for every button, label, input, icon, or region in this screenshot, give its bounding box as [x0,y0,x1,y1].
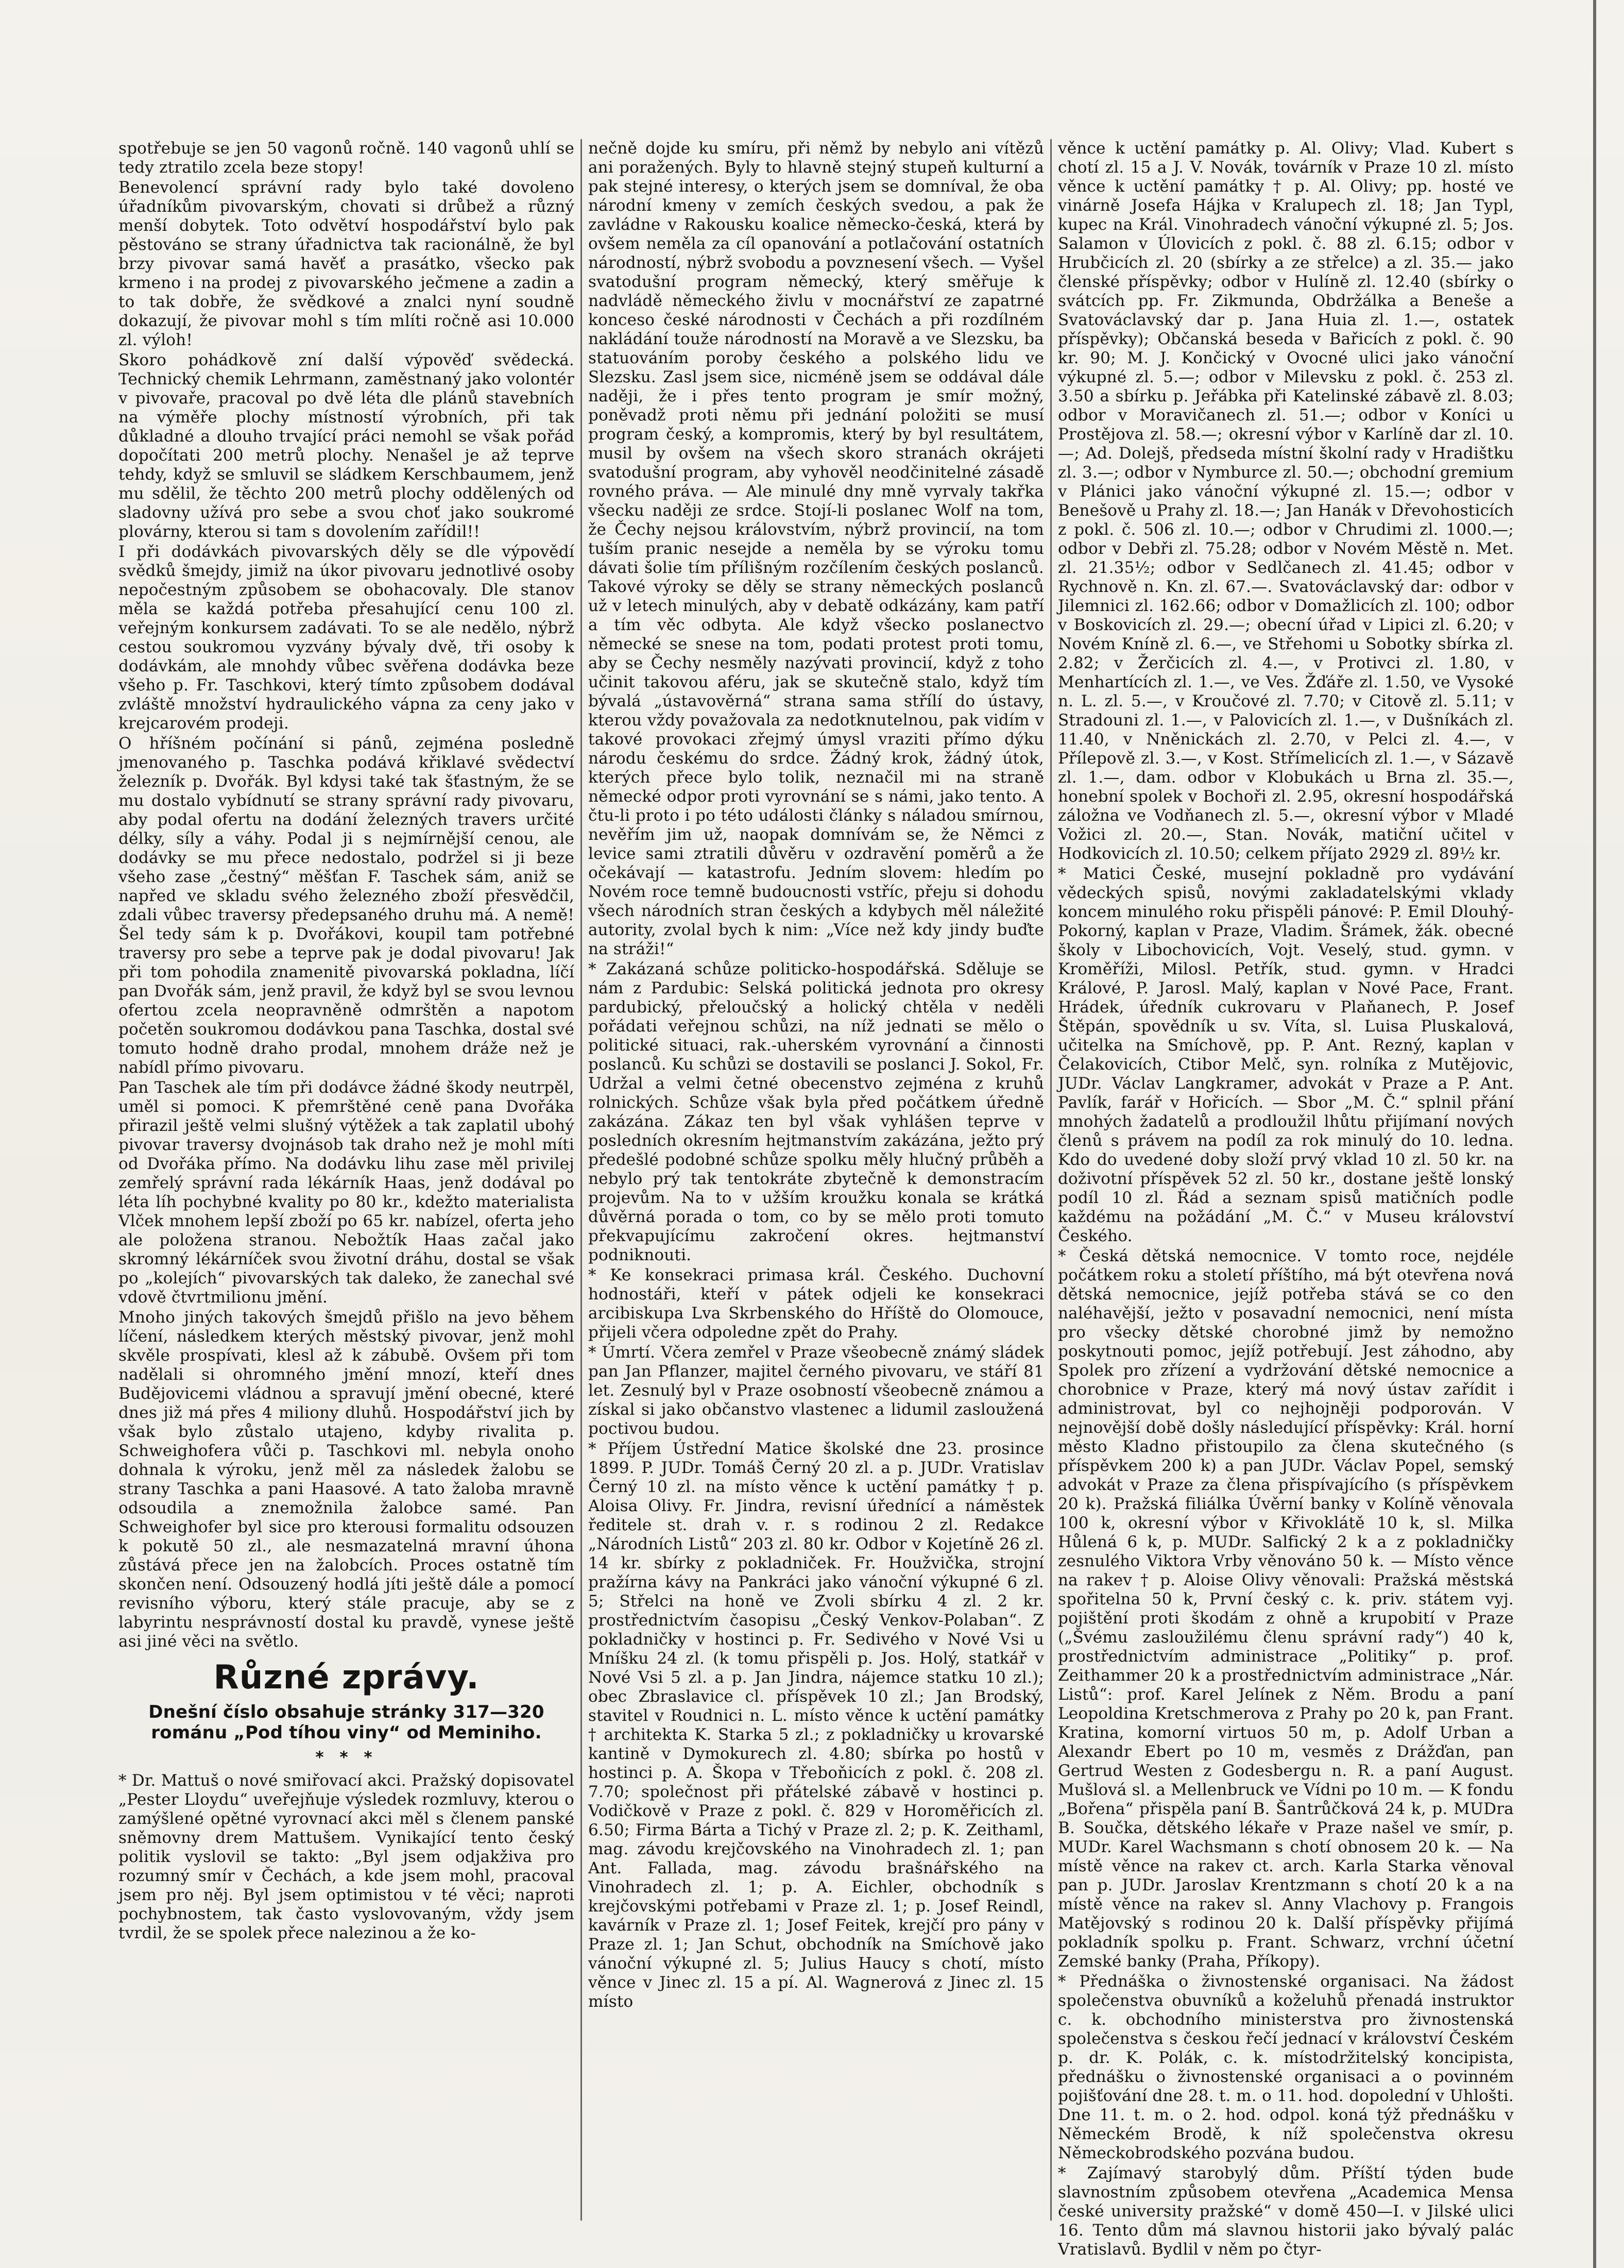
column-middle-paragraph-4: * Úmrtí. Včera zemřel v Praze všeobecně známý sládek pan Jan Pflanzer, majitel černého pivovaru, ve stáří 81 let. Zesnulý byl v Praze osobností všeobecně známou a získal si jako občanstvo vlastenec a lidumil zasloužená poctivou budou. [588,1343,1044,1438]
column-left-paragraph-6: Pan Taschek ale tím při dodávce žádné škody neutrpěl, uměl si pomoci. K přemrštěné ceně pana Dvořáka přirazil ještě velmi slušný výtěžek a tak zaplatil ubohý pivovar traversy dvojnásob tak draho než je mohl míti od Dvořáka přímo. Na dodávku lihu zase měl privilej zemřelý správní rada lékárník Haas, jenž dodával po léta líh pochybné kvality po 80 kr., kdežto materialista Vlček mnohem lepší zboží po 65 kr. nabízel, oferta jeho ale položena stranou. Nebožtík Haas začal jako skromný lékárníček svou životní dráhu, dostal se však po „kolejích“ pivovarských tak daleko, že zanechal své vdově čtvrtmilionu jmění. [118,1078,574,1307]
column-right-paragraph-2: * Matici České, musejní pokladně pro vydávání vědeckých spisů, novými zakladatelskými vklady koncem minulého roku přispěli pánové: P. Emil Dlouhý-Pokorný, kaplan v Praze, Vladim. Šrámek, žák. obecné školy v Libochovicích, Vojt. Veselý, stud. gymn. v Kroměříži, Milosl. Petřík, stud. gymn. v Hradci Králové, P. Jarosl. Malý, kaplan v Nové Pace, Frant. Hrádek, úředník cukrovaru v Plaňanech, P. Josef Štěpán, spovědník u sv. Víta, sl. Luisa Pluskalová, učitelka na Smíchově, pp. P. Ant. Rezný, kaplan v Čelakovicích, Ctibor Melč, syn. rolníka z Mutějovic, JUDr. Václav Langkramer, advokát v Praze a P. Ant. Pavlík, farář v Hořicích. — Sbor „M. Č.“ splnil přání mnohých žadatelů a prodloužil lhůtu přijímaní nových členů s právem na podíl za rok minulý do 10. ledna. Kdo do uvedené doby složí prvý vklad 10 zl. 50 kr. na doživotní příspěvek 52 zl. 50 kr., dostane ještě lonský podíl 10 zl. Řád a seznam spisů matičních podle každému na požádání „M. Č.“ v Museu království Českého. [1058,865,1514,1245]
column-right-paragraph-3: * Česká dětská nemocnice. V tomto roce, nejdéle počátkem roku a století příštího, má být otevřena nová dětská nemocnice, jejíž potřeba stává se co den naléhavější, ježto v posavadní nemocnici, není místa pro všecky dětské chorobné jimž by nemožno poskytnouti pomoc, jejíž potřebují. Jest záhodno, aby Spolek pro zřízení a vydržování dětské nemocnice a chorobnice v Praze, který má nový ústav zařídit i administrovat, byl co nejhojněji podporován. V nejnovější době došly následující příspěvky: Král. horní město Kladno přistoupilo za člena skutečného (s příspěvkem 200 k) a pan JUDr. Václav Popel, semský advokát v Praze za člena přispívajícího (s příspěvkem 20 k). Pražská filiálka Úvěrní banky v Kolíně věnovala 100 k, okresní výbor v Křivoklátě 10 k, sl. Milka Hůlená 6 k, p. MUDr. Salfický 2 k a z pokladničky zesnulého Viktora Vrby věnováno 50 k. — Místo věnce na rakev † p. Aloise Olivy věnovali: Pražská městská spořitelna 50 k, První český c. k. priv. státem vyj. pojištění proti škodám z ohně a krupobití v Praze („Švému zasloužilému členu správní rady“) 40 k, prostřednictvím administrace „Politiky“ p. prof. Zeithammer 20 k a prostřednictvím administrace „Nár. Listů“: prof. Karel Jelínek z Něm. Brodu a paní Leopoldina Kretschmerova z Prahy po 20 k, pan Frant. Kratina, komorní virtuos 50 m, p. Adolf Urban a Alexandr Ebert po 10 m, vesměs z Drážďan, pan Gertrud Westen z Godesbergu n. R. a paní August. Mušlová sl. a Mellenbruck ve Vídni po 10 m. — K fondu „Bořena“ přispěla paní B. Šantrůčková 24 k, p. MUDra B. Součka, dětského lékaře v Praze našel ve smír, p. MUDr. Karel Wachsmann s chotí obnosem 20 k. — Na místě věnce na rakev ct. arch. Karla Starka věnoval pan p. JUDr. Jaroslav Krentzmann s chotí 20 k a na místě věnce na rakev sl. Anny Vlachovy p. Frangois Matějovský s rodinou 20 k. Další příspěvky přijímá pokladník spolku p. Frant. Schwarz, vrchní účetní Zemské banky (Praha, Příkopy). [1058,1247,1514,1971]
separator-bullets: * * * [315,1748,378,1767]
page-edge-line [1593,0,1596,2268]
column-rule [1050,139,1052,2221]
column-middle [588,139,1044,2221]
notice: Dnešní číslo obsahuje stránky 317—320 románu „Pod tíhou viny“ od Meminiho. [148,1702,544,1743]
column-right-paragraph-1: věnce k uctění památky p. Al. Olivy; Vlad. Kubert s chotí zl. 15 a J. V. Novák, továrník v Praze 10 zl. místo věnce k uctění památky † p. Al. Olivy; pp. hosté ve vinárně Josefa Hájka v Kralupech zl. 18; Jan Typl, kupec na Král. Vinohradech vánoční výkupné zl. 5; Jos. Salamon v Úlovicích z pokl. č. 88 zl. 6.15; odbor v Hrubčicích zl. 20 (sbírky a ze střelce) a zl. 35.— jako členské příspěvky; odbor v Hulíně zl. 12.40 (sbírky o svátcích pp. Fr. Zikmunda, Obdržálka a Beneše a Svatováclavský dar p. Jana Huia zl. 1.—, ostatek příspěvky); Občanská beseda v Bařicích z pokl. č. 90 kr. 90; M. J. Končický v Ovocné ulici jako vánoční výkupné zl. 5.—; odbor v Milevsku z pokl. č. 253 zl. 3.50 a sbírku p. Jeřábka při Katelinské zábavě zl. 8.03; odbor v Moravičanech zl. 51.—; odbor v Koníci u Prostějova zl. 58.—; okresní výbor v Karlíně dar zl. 10.—; Ad. Dolejš, předseda místní školní rady v Hradištku zl. 3.—; odbor v Nymburce zl. 50.—; obchodní gremium v Plánici jako vánoční výkupné zl. 15.—; odbor v Benešově u Prahy zl. 18.—; Jan Hanák v Dřevohosticích z pokl. č. 506 zl. 10.—; odbor v Chrudimi zl. 1000.—; odbor v Debři zl. 75.28; odbor v Novém Městě n. Met. zl. 21.35½; odbor v Sedlčanech zl. 41.45; odbor v Rychnově n. Kn. zl. 67.—. Svatováclavský dar: odbor v Jilemnici zl. 162.66; odbor v Domažlicích zl. 100; odbor v Boskovicích zl. 29.—; obecní úřad v Lipici zl. 6.20; v Novém Kníně zl. 6.—, ve Střehomi u Sobotky sbírka zl. 2.82; v Žerčicích zl. 4.—, v Protivci zl. 1.80, v Menhartících zl. 1.—, ve Ves. Žďáře zl. 1.50, ve Vysoké n. L. zl. 5.—, v Kroučové zl. 7.70; v Citově zl. 5.11; v Stradouni zl. 1.—, v Palovicích zl. 1.—, v Dušníkách zl. 11.40, v Nněnickách zl. 2.70, v Pelci zl. 4.—, v Přílepově zl. 3.—, v Kost. Střímelicích zl. 1.—, v Sázavě zl. 1.—, dam. odbor v Klobukách u Brna zl. 35.—, honební spolek v Bochoři zl. 2.95, okresní hospodářská záložna ve Vodňanech zl. 5.—, okresní výbor v Mladé Vožici zl. 20.—, Stan. Novák, matiční učitel v Hodkovicích zl. 10.50; celkem příjato 2929 zl. 89½ kr. [1058,139,1514,863]
column-middle-paragraph-2: * Zakázaná schůze politicko-hospodářská. Sděluje se nám z Pardubic: Selská politická jednota pro okresy pardubický, přeloučský a holický chtěla v neděli pořádati veřejnou schůzi, na níž jednati se mělo o politické situaci, rak.-uherském vyrovnání a činnosti poslanců. Ku schůzi se dostavili se poslanci J. Sokol, Fr. Udržal a velmi četné obecenstvo zejména z kruhů rolnických. Schůze však byla před počátkem úředně zakázána. Zákaz ten byl však vyhlášen teprve v posledních okresním hejtmanstvím zakázána, ježto prý předešlé podobné schůze spolku měly hlučný průběh a nebylo prý tak tentokráte zbytečně k demonstracím projevům. Na to v užším kroužku konala se krátká důvěrná porada o tom, co by se mělo proti tomuto překvapujícímu zakročení okres. hejtmanství podniknouti. [588,960,1044,1264]
column-right-paragraph-4: * Přednáška o živnostenské organisaci. Na žádost společenstva obuvníků a koželuhů přenadá instruktor c. k. obchodního ministerstva pro živnostenská společenstva s českou řečí jednací v království Českém p. dr. K. Polák, c. k. místodržitelský koncipista, přednášku o živnostenské organisaci a o povinném pojišťování dne 28. t. m. o 11. hod. dopolední v Uhlošti. Dne 11. t. m. o 2. hod. odpol. koná týž přednášku v Německém Brodě, k níž společenstva okresu Německobrodského pozvána budou. [1058,1972,1514,2162]
column-left-paragraph-3: Skoro pohádkově zní další výpověď svědecká. Technický chemik Lehrmann, zaměstnaný jako volontér v pivovaře, pracoval po dvě léta dle plánů stavebních na výměře plochy místností výrobních, při tak důkladné a dlouho trvající práci nemohl se však pořád dopočítati 200 metrů plochy. Nenašel je až teprve tehdy, když se smluvil se sládkem Kerschbaumem, jenž mu sdělil, že těchto 200 metrů plochy oddělených od sladovny užívá pro sebe a svou choť jako soukromé plovárny, kterou si tam s dovolením zařídil!! [118,351,574,541]
column-left [118,139,574,2221]
column-middle-paragraph-3: * Ke konsekraci primasa král. Českého. Duchovní hodnostáři, kteří v pátek odjeli ke konsekraci arcibiskupa Lva Skrbenského do Hříště do Olomouce, přijeli včera odpoledne zpět do Prahy. [588,1266,1044,1342]
section-title: Různé zprávy. [213,1658,480,1697]
column-middle-paragraph-5: * Příjem Ústřední Matice školské dne 23. prosince 1899. P. JUDr. Tomáš Černý 20 zl. a p. JUDr. Vratislav Černý 10 zl. na místo věnce k uctění památky † p. Aloisa Olivy. Fr. Jindra, revisní úřednící a náměstek ředitele st. drah v. r. s rodinou 2 zl. Redakce „Národních Listů“ 203 zl. 80 kr. Odbor v Kojetíně 26 zl. 14 kr. sbírky z pokladniček. Fr. Houžvička, strojní pražírna kávy na Pankráci jako vánoční výkupné 6 zl. 5; Střelci na honě ve Zvoli sbírku 4 zl. 2 kr. prostřednictvím časopisu „Český Venkov-Polaban“. Z pokladničky v hostinci p. Fr. Sedivého v Nové Vsi u Mníšku 24 zl. (k tomu přispěli p. Jos. Holý, statkář v Nové Vsi 5 zl. a p. Jan Jindra, nájemce statku 10 zl.); obec Zbraslavice cl. příspěvek 10 zl.; Jan Brodský, stavitel v Roudnici n. L. místo věnce k uctění památky † architekta K. Starka 5 zl.; z pokladničky u krovarské kantině v Dymokurech zl. 4.80; sbírka po hostů v hostinci p. A. Škopa v Třeboňicích z pokl. č. 208 zl. 7.70; společnost při přátelské zábavě v hostinci p. Vodičkově v Praze z pokl. č. 829 v Horoměřicích zl. 6.50; Firma Bárta a Tichý v Praze zl. 2; p. K. Zeithaml, mag. závodu krejčovského na Vinohradech zl. 1; pan Ant. Fallada, mag. závodu brašnářského na Vinohradech zl. 1; p. A. Eichler, obchodník s krejčovskými potřebami v Praze zl. 1; p. Josef Reindl, kavárník v Praze zl. 1; Josef Feitek, krejčí pro pány v Praze zl. 1; Jan Schut, obchodník na Smíchově jako vánoční výkupné zl. 5; Julius Haucy s chotí, místo věnce v Jinec zl. 15 a pí. Al. Wagnerová z Jinec zl. 15 místo [588,1440,1044,2011]
column-left-paragraph-7: Mnoho jiných takových šmejdů přišlo na jevo během líčení, následkem kterých městský pivovar, jenž mohl skvěle prospívati, klesl až k zábubě. Ovšem při tom nadělali si ohromného jmění mnozí, kteří dnes Budějovicemi vládnou a spravují jmění obecné, které dnes již má přes 4 miliony dluhů. Hospodářství jich by však bylo zůstalo utajeno, kdyby rivalita p. Schweighofera vůči p. Taschkovi ml. nebyla onoho dohnala k výroku, jenž měl za následek žalobu se strany Taschka a pani Haasové. A tato žaloba mravně odsoudila a znemožnila žalobce samé. Pan Schweighofer byl sice pro kterousi formalitu odsouzen k pokutě 50 zl., ale nesmazatelná mravní úhona zůstává přece jen na žalobcích. Proces ostatně tím skončen není. Odsouzený hodlá jíti ještě dále a pomocí revisního výboru, který stále pracuje, aby se z labyrintu nesprávností dostal ku pravdě, vynese ještě asi jiné věci na světlo. [118,1308,574,1651]
column-middle-paragraph-1: nečně dojde ku smíru, při němž by nebylo ani vítězů ani poražených. Byly to hlavně stejný stupeň kulturní a pak stejné interesy, o kterých jsem se domníval, že oba národní kmeny v zemích českých svedou, a pak že zavládne v Rakousku koalice německo-česká, která by ovšem neměla za cíl opanování a potlačování ostatních národností, nýbrž svobodu a povznesení všech. — Vyšel svatodušní program německý, který směřuje k nadvládě německého živlu v mocnářství ze zapatrné konceso české národnosti v Čechách a při rozdílném nakládání touže národností na Moravě a ve Slezsku, ba statuováním poroby českého a polského lidu ve Slezsku. Zasl jsem sice, nicméně jsem se oddával dále naději, že i přes tento program je smír možný, poněvadž proti němu při jednání položiti se musí program český, a kompromis, který by byl resultátem, musil by ovšem na všech skoro stranách okrájeti svatodušní program, aby vyhověl neodčinitelné zásadě rovného práva. — Ale minulé dny mně vyrvaly takřka všecku naději ze srdce. Stojí-li poslanec Wolf na tom, že Čechy nejsou královstvím, nýbrž provincií, na tom tuším pranic nesejde a neměla by se výroku tomu dávati šolie tím přílišným rozčílením českých poslanců. Takové výroky se děly se strany německých poslanců už v letech minulých, aby v debatě odkázány, kam patří a tím věc odbyta. Ale když všecko poslanectvo německé se snese na tom, podati protest proti tomu, aby se Čechy nesměly nazývati provincií, když z toho učinit takovou aféru, jak se skutečně stalo, když tím bývalá „ústavověrná“ strana sama střílí do ústavy, kterou vždy považovala za nedotknutelnou, pak vidím v takové provokaci zřejmý úmysl vraziti přímo dýku národu českému do srdce. Žádný krok, žádný útok, kterých přece bylo tolik, neznačil mi na straně německé odpor proti vyrovnání se s námi, jako tento. A čtu-li proto i po této události články s náladou smírnou, nevěřím jim už, naopak domnívám se, že Němci z levice sami ztratili důvěru v ozdravění poměrů a že očekávají — katastrofu. Jedním slovem: hledím po Novém roce temně budoucnosti vstříc, přeju si dohodu všech národních stran českých a kdybych měl náležité autority, zvolal bych k nim: „Více než kdy jindy buďte na stráži!“ [588,139,1044,958]
column-rule [580,139,582,2221]
column-left-paragraph-1: spotřebuje se jen 50 vagonů ročně. 140 vagonů uhlí se tedy ztratilo zcela beze stopy! [118,139,574,177]
column-right-paragraph-5: * Zajímavý starobylý dům. Příští týden bude slavnostním způsobem otevřena „Academica Mensa české university pražské“ v domě 450—I. v Jilské ulici 16. Tento dům má slavnou historii jako bývalý palác Vratislavů. Bydlil v něm po čtyr- [1058,2164,1514,2259]
column-left-paragraph-5: O hříšném počínání si pánů, zejména posledně jmenovaného p. Taschka podává křiklavé svědectví železník p. Dvořák. Byl kdysi také tak šťastným, že se mu dostalo vybídnutí se strany správní rady pivovaru, aby podal ofertu na dodání železných travers určité délky, síly a váhy. Podal ji s nejmírnější cenou, ale dodávky se mu přece nedostalo, podržel si ji beze všeho zase „čestný“ měšťan F. Taschek sám, aniž se napřed ve skladu svého železného zboží přesvědčil, zdali vůbec traversy předepsaného druhu má. A nemě! Šel tedy sám k p. Dvořákovi, koupil tam potřebné traversy pro sebe a teprve pak je dodal pivovaru! Jak při tom pohodila znamenitě pivovarská pokladna, líčí pan Dvořák sám, jenž pravil, že když byl se svou levnou ofertou zcela neopravněně odmrštěn a napotom početěn soukromou dodávkou pana Taschka, dostal své tomuto hodně draho prodal, mnohem dráže než je nabídl přímo pivovaru. [118,734,574,1077]
column-left-paragraph-2: Benevolencí správní rady bylo také dovoleno úřadníkům pivovarským, chovati si drůbež a různý menší dobytek. Toto odvětví hospodářství bylo pak pěstováno se strany úřadnictva tak racionálně, že byl brzy pivovar samá havěť a prasátko, všecko pak krmeno i na prodej z pivovarského ječmene a zadin a to tak dobře, že svědkové a znalci nyní soudně dokazují, že pivovar mohl s tím mlíti ročně asi 10.000 zl. výloh! [118,178,574,349]
column-right [1058,139,1514,2259]
column-left-paragraph-after-1: * Dr. Mattuš o nové smiřovací akci. Pražský dopisovatel „Pester Lloydu“ uveřejňuje výsledek rozmluvy, kterou o zamýšlené opětné vyrovnací akci měl s členem panské sněmovny drem Mattušem. Vynikající tento český politik vyslovil se takto: „Byl jsem odjakživa pro rozumný smír v Čechách, a kde jsem mohl, pracoval jsem pro něj. Byl jsem optimistou v té věci; naproti pochybnostem, tak často vyslovovaným, vždy jsem tvrdil, že se spolek přece nalezinou a že ko- [118,1771,574,1942]
page-content [118,139,1519,2259]
column-left-paragraph-4: I při dodávkách pivovarských děly se dle výpovědí svědků šmejdy, jimiž na úkor pivovaru jednotlivé osoby nepočestným způsobem se obohacovaly. Dle stanov měla se každá potřeba přesahující cenu 100 zl. veřejným konkursem zadávati. To se ale nedělo, nýbrž cestou soukromou vyzvány bývaly dvě, tři osoby k dodávkám, ale mnohdy vůbec svěřena dodávka beze všeho p. Fr. Taschkovi, který tímto způsobem dodával zvláště množství hydraulického vápna za ceny jako v krejcarovém prodeji. [118,543,574,733]
